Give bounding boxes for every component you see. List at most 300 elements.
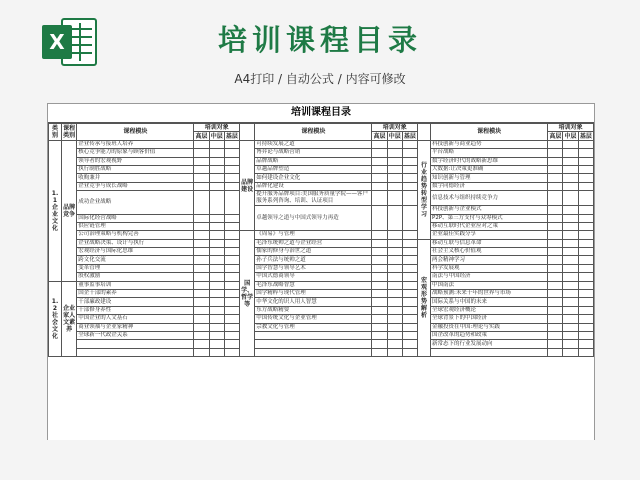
table-row — [49, 264, 594, 272]
target-cell[interactable] — [563, 239, 578, 247]
target-cell[interactable] — [548, 290, 563, 298]
course-type-humanities: 企业家人文素养 — [62, 281, 77, 357]
table-row — [49, 340, 594, 348]
course-cell: 国企改革的趋势和政策 — [431, 331, 548, 339]
course-cell: 执行制胜战略 — [77, 165, 194, 173]
target-cell[interactable] — [209, 239, 224, 247]
course-cell: 国际化经营战略 — [77, 214, 194, 222]
course-cell: 两会精神学习 — [431, 256, 548, 264]
target-cell[interactable] — [563, 298, 578, 306]
target-cell[interactable] — [387, 331, 402, 339]
course-cell: 国际关系与中国的未来 — [431, 298, 548, 306]
target-cell[interactable] — [563, 281, 578, 289]
course-cell: 移动互联时代企业应对之策 — [431, 222, 548, 230]
target-cell[interactable] — [548, 222, 563, 230]
target-cell[interactable] — [563, 273, 578, 281]
target-cell[interactable] — [372, 182, 387, 190]
target-cell[interactable] — [372, 191, 387, 206]
target-cell[interactable] — [209, 331, 224, 339]
target-cell[interactable] — [402, 157, 417, 165]
target-cell[interactable] — [209, 214, 224, 222]
target-cell[interactable] — [402, 149, 417, 157]
course-cell: 《周易》与管理 — [255, 231, 372, 239]
target-cell[interactable] — [224, 222, 239, 230]
target-cell[interactable] — [387, 315, 402, 323]
target-cell[interactable] — [224, 182, 239, 190]
page-subtitle: A4打印 / 自动公式 / 内容可修改 — [234, 72, 406, 86]
target-cell[interactable] — [224, 331, 239, 339]
table-row — [49, 239, 594, 247]
target-cell[interactable] — [224, 214, 239, 222]
course-cell: 收购兼并 — [77, 174, 194, 182]
target-cell[interactable] — [578, 273, 593, 281]
target-cell[interactable] — [402, 348, 417, 356]
target-cell[interactable] — [224, 149, 239, 157]
target-cell[interactable] — [209, 191, 224, 214]
target-cell[interactable] — [563, 290, 578, 298]
target-cell[interactable] — [563, 174, 578, 182]
target-cell[interactable] — [548, 264, 563, 272]
target-cell[interactable] — [194, 340, 209, 348]
course-cell-empty — [255, 331, 372, 339]
target-cell[interactable] — [372, 298, 387, 306]
target-cell[interactable] — [578, 165, 593, 173]
target-cell[interactable] — [194, 281, 209, 289]
table-row — [49, 140, 594, 148]
module-group-brand: 品牌建设 — [240, 140, 255, 231]
target-cell[interactable] — [209, 231, 224, 239]
target-cell[interactable] — [194, 222, 209, 230]
svg-text:X: X — [49, 30, 65, 54]
target-cell[interactable] — [402, 290, 417, 298]
target-cell[interactable] — [387, 206, 402, 231]
target-cell[interactable] — [194, 140, 209, 148]
target-cell[interactable] — [402, 340, 417, 348]
target-cell[interactable] — [387, 348, 402, 356]
course-cell-empty — [77, 348, 194, 356]
table-row — [49, 315, 594, 323]
target-cell[interactable] — [372, 315, 387, 323]
target-cell[interactable] — [372, 256, 387, 264]
target-cell[interactable] — [563, 256, 578, 264]
page-title: 培训课程目录 — [217, 23, 422, 57]
target-cell[interactable] — [372, 248, 387, 256]
course-cell: 移动互联与信息革命 — [431, 239, 548, 247]
target-cell[interactable] — [224, 256, 239, 264]
target-cell[interactable] — [387, 298, 402, 306]
target-cell[interactable] — [224, 174, 239, 182]
course-cell: 品牌战略 — [255, 157, 372, 165]
col-header-target-3: 培训对象 — [548, 124, 594, 132]
target-cell[interactable] — [224, 191, 239, 214]
target-cell[interactable] — [209, 290, 224, 298]
target-cell[interactable] — [548, 298, 563, 306]
target-cell[interactable] — [194, 239, 209, 247]
target-cell[interactable] — [578, 290, 593, 298]
target-cell[interactable] — [372, 264, 387, 272]
target-cell[interactable] — [548, 140, 563, 148]
course-cell: 商业领袖与企业家精神 — [77, 323, 194, 331]
target-cell[interactable] — [387, 165, 402, 173]
target-cell[interactable] — [578, 331, 593, 339]
col-header-mid: 中层 — [210, 132, 223, 140]
target-cell[interactable] — [224, 306, 239, 314]
target-cell[interactable] — [372, 157, 387, 165]
target-cell[interactable] — [387, 191, 402, 206]
target-cell[interactable] — [209, 165, 224, 173]
target-cell[interactable] — [563, 206, 578, 214]
target-cell[interactable] — [548, 174, 563, 182]
course-cell: 知识创新与管理 — [431, 174, 548, 182]
target-cell[interactable] — [209, 306, 224, 314]
target-cell[interactable] — [563, 165, 578, 173]
target-cell[interactable] — [194, 214, 209, 222]
course-cell-empty — [431, 348, 548, 356]
course-cell: 领导者的宏观视野 — [77, 157, 194, 165]
target-cell[interactable] — [372, 290, 387, 298]
target-cell[interactable] — [578, 248, 593, 256]
target-cell[interactable] — [194, 165, 209, 173]
target-cell[interactable] — [563, 340, 578, 348]
target-cell[interactable] — [563, 222, 578, 230]
target-cell[interactable] — [372, 174, 387, 182]
target-cell[interactable] — [387, 239, 402, 247]
table-row — [49, 298, 594, 306]
course-cell: 变革管理 — [77, 264, 194, 272]
target-cell[interactable] — [209, 264, 224, 272]
course-cell: 数字同德经济 — [431, 182, 548, 190]
target-cell[interactable] — [402, 315, 417, 323]
target-cell[interactable] — [209, 248, 224, 256]
target-cell[interactable] — [402, 264, 417, 272]
target-cell[interactable] — [372, 331, 387, 339]
table-row — [49, 273, 594, 281]
target-cell[interactable] — [563, 348, 578, 356]
target-cell[interactable] — [194, 157, 209, 165]
target-cell[interactable] — [578, 174, 593, 182]
course-cell: 宗教文化与管理 — [255, 323, 372, 331]
course-cell: 宏观经济与国际化思维 — [77, 248, 194, 256]
target-cell[interactable] — [548, 340, 563, 348]
target-cell[interactable] — [224, 273, 239, 281]
course-cell-empty — [77, 340, 194, 348]
target-cell[interactable] — [563, 231, 578, 239]
target-cell[interactable] — [563, 214, 578, 222]
target-cell[interactable] — [402, 182, 417, 190]
target-cell[interactable] — [402, 323, 417, 331]
target-cell[interactable] — [194, 323, 209, 331]
col-header-high-2: 高层 — [373, 132, 386, 140]
target-cell[interactable] — [209, 182, 224, 190]
col-header-mid-2: 中层 — [388, 132, 401, 140]
course-cell: 科技创新与企业模式 — [431, 206, 548, 214]
target-cell[interactable] — [224, 140, 239, 148]
target-cell[interactable] — [578, 315, 593, 323]
target-cell[interactable] — [209, 256, 224, 264]
target-cell[interactable] — [578, 157, 593, 165]
target-cell[interactable] — [578, 231, 593, 239]
target-cell[interactable] — [578, 140, 593, 148]
target-cell[interactable] — [578, 191, 593, 206]
target-cell[interactable] — [194, 264, 209, 272]
table-row — [49, 323, 594, 331]
target-cell[interactable] — [209, 323, 224, 331]
table-row — [49, 248, 594, 256]
target-cell[interactable] — [548, 239, 563, 247]
target-cell[interactable] — [224, 165, 239, 173]
target-cell[interactable] — [563, 248, 578, 256]
target-cell[interactable] — [402, 191, 417, 206]
target-cell[interactable] — [563, 306, 578, 314]
target-cell[interactable] — [402, 140, 417, 148]
target-cell[interactable] — [387, 140, 402, 148]
module-group-macro: 宏观形势解析 — [418, 239, 431, 356]
course-cell: 供应链管理 — [77, 222, 194, 230]
target-cell[interactable] — [387, 273, 402, 281]
target-cell[interactable] — [578, 323, 593, 331]
target-cell[interactable] — [209, 273, 224, 281]
target-cell[interactable] — [402, 165, 417, 173]
target-cell[interactable] — [194, 290, 209, 298]
course-cell: 董事监事培训 — [77, 281, 194, 289]
target-cell[interactable] — [548, 191, 563, 206]
col-header-module-3: 课程模块 — [431, 124, 548, 141]
target-cell[interactable] — [578, 206, 593, 214]
target-cell[interactable] — [402, 206, 417, 231]
target-cell[interactable] — [548, 214, 563, 222]
table-row — [49, 331, 594, 339]
target-cell[interactable] — [194, 306, 209, 314]
table-row — [49, 231, 594, 239]
course-cell: 核心竞争能力的原象与顾客价值 — [77, 149, 194, 157]
target-cell[interactable] — [578, 182, 593, 190]
target-cell[interactable] — [548, 165, 563, 173]
target-cell[interactable] — [194, 174, 209, 182]
target-cell[interactable] — [387, 340, 402, 348]
target-cell[interactable] — [209, 140, 224, 148]
target-cell[interactable] — [372, 239, 387, 247]
target-cell[interactable] — [372, 231, 387, 239]
target-cell[interactable] — [209, 174, 224, 182]
target-cell[interactable] — [548, 256, 563, 264]
target-cell[interactable] — [387, 264, 402, 272]
target-cell[interactable] — [224, 340, 239, 348]
target-cell[interactable] — [194, 191, 209, 214]
target-cell[interactable] — [372, 348, 387, 356]
course-cell: 科技创新与商业趋势 — [431, 140, 548, 148]
target-cell[interactable] — [387, 174, 402, 182]
course-cell: 中国传统文化与企业管理 — [255, 315, 372, 323]
target-cell[interactable] — [548, 348, 563, 356]
course-cell: 品牌化建设 — [255, 182, 372, 190]
target-cell[interactable] — [563, 182, 578, 190]
target-cell[interactable] — [209, 149, 224, 157]
table-row — [49, 174, 594, 182]
target-cell[interactable] — [387, 306, 402, 314]
target-cell[interactable] — [209, 315, 224, 323]
target-cell[interactable] — [372, 140, 387, 148]
table-row — [49, 290, 594, 298]
target-cell[interactable] — [372, 206, 387, 231]
target-cell[interactable] — [224, 248, 239, 256]
target-cell[interactable] — [224, 298, 239, 306]
target-cell[interactable] — [402, 239, 417, 247]
target-cell[interactable] — [387, 323, 402, 331]
target-cell[interactable] — [209, 222, 224, 230]
course-table — [48, 123, 594, 357]
target-cell[interactable] — [402, 174, 417, 182]
target-cell[interactable] — [194, 248, 209, 256]
target-cell[interactable] — [578, 306, 593, 314]
target-cell[interactable] — [548, 273, 563, 281]
target-cell[interactable] — [194, 273, 209, 281]
target-cell[interactable] — [372, 165, 387, 173]
target-cell[interactable] — [224, 281, 239, 289]
course-cell-empty — [255, 348, 372, 356]
target-cell[interactable] — [194, 348, 209, 356]
target-cell[interactable] — [548, 306, 563, 314]
course-cell: P2P、第三方支付与众筹模式 — [431, 214, 548, 222]
target-cell[interactable] — [548, 231, 563, 239]
col-header-blank-2 — [418, 124, 431, 141]
target-cell[interactable] — [578, 239, 593, 247]
target-cell[interactable] — [387, 157, 402, 165]
target-cell[interactable] — [224, 231, 239, 239]
target-cell[interactable] — [194, 298, 209, 306]
target-cell[interactable] — [563, 191, 578, 206]
target-cell[interactable] — [372, 281, 387, 289]
target-cell[interactable] — [224, 323, 239, 331]
target-cell[interactable] — [387, 231, 402, 239]
target-cell[interactable] — [224, 315, 239, 323]
target-cell[interactable] — [578, 298, 593, 306]
target-cell[interactable] — [548, 182, 563, 190]
target-cell[interactable] — [372, 149, 387, 157]
target-cell[interactable] — [578, 264, 593, 272]
col-header-target-2: 培训对象 — [372, 124, 418, 132]
target-cell[interactable] — [372, 340, 387, 348]
target-cell[interactable] — [563, 149, 578, 157]
target-cell[interactable] — [402, 306, 417, 314]
target-cell[interactable] — [548, 331, 563, 339]
course-cell: 信息技术与组织持续竞争力 — [431, 191, 548, 206]
course-cell: 企业竞争与成长战略 — [77, 182, 194, 190]
target-cell[interactable] — [402, 248, 417, 256]
target-cell[interactable] — [402, 231, 417, 239]
target-cell[interactable] — [563, 140, 578, 148]
target-cell[interactable] — [387, 290, 402, 298]
target-cell[interactable] — [224, 348, 239, 356]
target-cell[interactable] — [548, 281, 563, 289]
target-cell[interactable] — [548, 149, 563, 157]
target-cell[interactable] — [209, 157, 224, 165]
module-group-industry: 行业趋势转型学习 — [418, 140, 431, 239]
target-cell[interactable] — [563, 315, 578, 323]
course-cell: 东方战略精要 — [255, 306, 372, 314]
target-cell[interactable] — [548, 206, 563, 214]
target-cell[interactable] — [578, 214, 593, 222]
course-cell: 成功企业战略 — [77, 191, 194, 214]
target-cell[interactable] — [578, 222, 593, 230]
course-cell: 博弈论与战略营销 — [255, 149, 372, 157]
target-cell[interactable] — [209, 348, 224, 356]
target-cell[interactable] — [224, 157, 239, 165]
target-cell[interactable] — [402, 331, 417, 339]
page-header — [0, 0, 640, 100]
target-cell[interactable] — [224, 239, 239, 247]
target-cell[interactable] — [563, 323, 578, 331]
course-cell: 金融投资在中国:理论与实践 — [431, 323, 548, 331]
target-cell[interactable] — [387, 149, 402, 157]
target-cell[interactable] — [402, 256, 417, 264]
col-header-category: 类别 — [49, 124, 62, 141]
target-cell[interactable] — [209, 281, 224, 289]
course-cell: 国学智慧与领导艺术 — [255, 264, 372, 272]
page-footer — [0, 440, 640, 480]
course-cell: 提升服务品牌项目:美国服务质量学院——客户服务系列咨询、培训、认证项目 — [255, 191, 372, 206]
table-row — [49, 182, 594, 190]
table-row — [49, 306, 594, 314]
target-cell[interactable] — [209, 298, 224, 306]
target-cell[interactable] — [578, 256, 593, 264]
target-cell[interactable] — [548, 323, 563, 331]
col-header-module-2: 课程模块 — [255, 124, 372, 141]
course-cell: 可持续发展之道 — [255, 140, 372, 148]
course-cell: 全球背景下的中国经济 — [431, 315, 548, 323]
target-cell[interactable] — [563, 157, 578, 165]
target-cell[interactable] — [548, 248, 563, 256]
target-cell[interactable] — [387, 182, 402, 190]
target-cell[interactable] — [563, 264, 578, 272]
target-cell[interactable] — [548, 315, 563, 323]
excel-icon — [40, 17, 98, 67]
target-cell[interactable] — [387, 248, 402, 256]
target-cell[interactable] — [372, 323, 387, 331]
target-cell[interactable] — [578, 149, 593, 157]
target-cell[interactable] — [548, 157, 563, 165]
target-cell[interactable] — [194, 231, 209, 239]
target-cell[interactable] — [194, 256, 209, 264]
course-cell: 平台战略 — [431, 149, 548, 157]
target-cell[interactable] — [194, 149, 209, 157]
target-cell[interactable] — [578, 340, 593, 348]
target-cell[interactable] — [387, 256, 402, 264]
target-cell[interactable] — [372, 273, 387, 281]
target-cell[interactable] — [194, 315, 209, 323]
target-cell[interactable] — [194, 331, 209, 339]
target-cell[interactable] — [578, 281, 593, 289]
course-cell: 企业战略决策、设计与执行 — [77, 239, 194, 247]
target-cell[interactable] — [402, 281, 417, 289]
category-1-1: 1.1 企业文化 — [49, 140, 62, 281]
target-cell[interactable] — [209, 340, 224, 348]
target-cell[interactable] — [387, 281, 402, 289]
col-header-blank — [240, 124, 255, 141]
course-cell: 毛泽东统帅之道与企业经营 — [255, 239, 372, 247]
col-header-mid-3: 中层 — [564, 132, 577, 140]
target-cell[interactable] — [578, 348, 593, 356]
target-cell[interactable] — [224, 290, 239, 298]
target-cell[interactable] — [563, 331, 578, 339]
target-cell[interactable] — [194, 182, 209, 190]
col-header-target: 培训对象 — [194, 124, 240, 132]
course-cell: 数字经济时代的战略新思维 — [431, 157, 548, 165]
target-cell[interactable] — [224, 264, 239, 272]
course-cell: 中国南法 — [431, 281, 548, 289]
target-cell[interactable] — [402, 298, 417, 306]
target-cell[interactable] — [372, 306, 387, 314]
target-cell[interactable] — [402, 273, 417, 281]
